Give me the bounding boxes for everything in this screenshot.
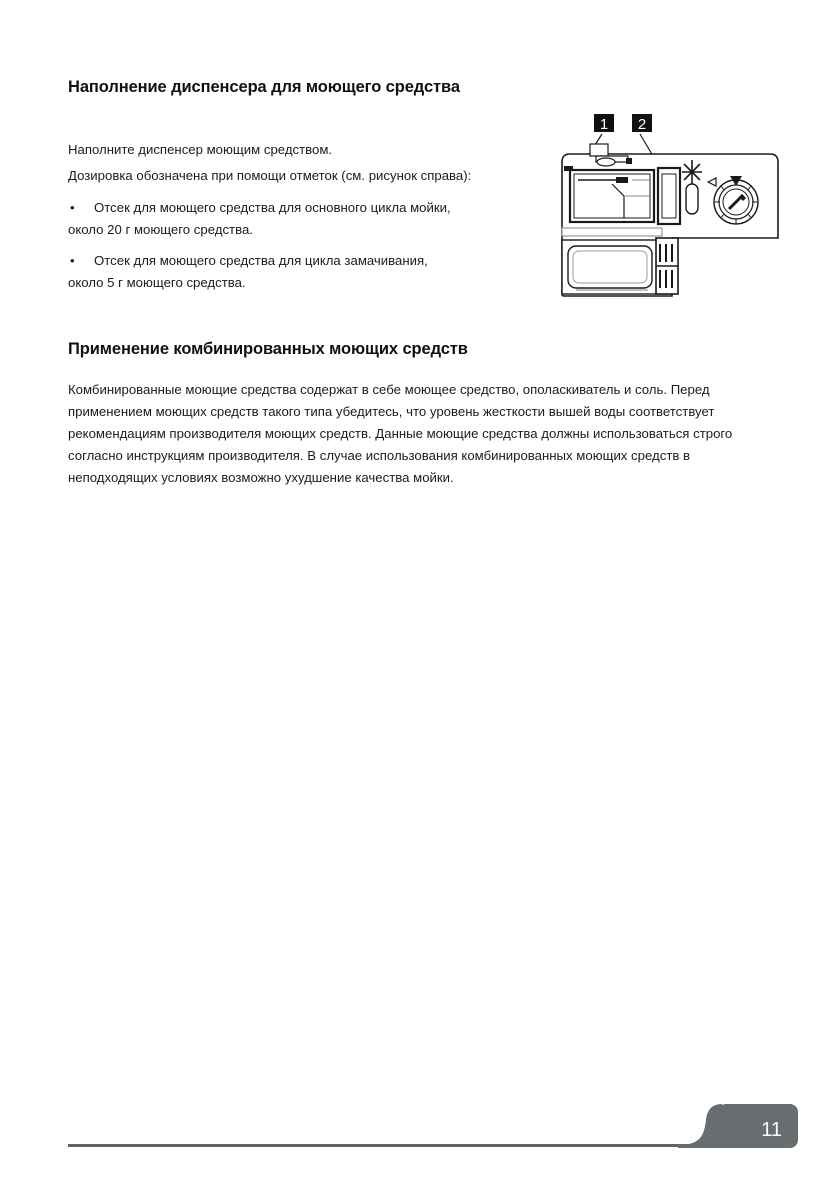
list-item <box>68 197 518 241</box>
callout-boxes <box>594 114 652 133</box>
combined-detergents-body-text: Комбинированные моющие средства содержат в себе моющее средство, ополаскиватель и соль. Перед применением моющих средств такого типа убедитесь, что уровень жесткости вышей воды соответствует рекомендациям производителя моющих средств. Данные моющие средства должны использоваться строго согласно инструкциям производителя. В случае использования комбинированных моющих средств в неподходящих условиях возможно ухудшение качества мойки. <box>68 382 733 486</box>
page-number: 11 <box>761 1119 782 1141</box>
bullet-line-primary <box>68 250 518 272</box>
footer-divider <box>68 1144 740 1147</box>
page-title-combined-detergents: Применение комбинированных моющих средств <box>68 340 468 359</box>
bullet-text-line-1: Отсек для моющего средства для цикла замачивания, <box>94 253 428 268</box>
dispenser-dosage-note: Дозировка обозначена при помощи отметок (см. рисунок справа): <box>68 168 472 184</box>
bullet-text-line-2: около 5 г моющего средства. <box>68 275 246 290</box>
rinse-aid-indicator <box>686 184 698 214</box>
detergent-dispenser-diagram <box>556 110 788 302</box>
bullet-marker-icon: • <box>70 253 75 268</box>
bullet-text-line-1: Отсек для моющего средства для основного цикла мойки, <box>94 200 451 215</box>
callout-label-1: 1 <box>599 116 609 133</box>
page-number-tab <box>718 1104 798 1148</box>
bullet-line-primary <box>68 197 518 219</box>
list-item <box>68 250 518 294</box>
bullet-marker-icon: • <box>70 200 75 215</box>
rinse-aid-compartment <box>658 168 680 224</box>
dispenser-lid-latch <box>590 144 608 156</box>
bullet-text-line-2: около 20 г моющего средства. <box>68 222 253 237</box>
callout-label-2: 2 <box>637 116 647 133</box>
page-tab-curve-shape <box>678 1104 722 1148</box>
page-title-dispenser: Наполнение диспенсера для моющего средства <box>68 78 460 97</box>
fill-level-mark <box>616 177 628 183</box>
dispenser-intro-text: Наполните диспенсер моющим средством. <box>68 142 333 158</box>
release-button <box>564 166 573 171</box>
